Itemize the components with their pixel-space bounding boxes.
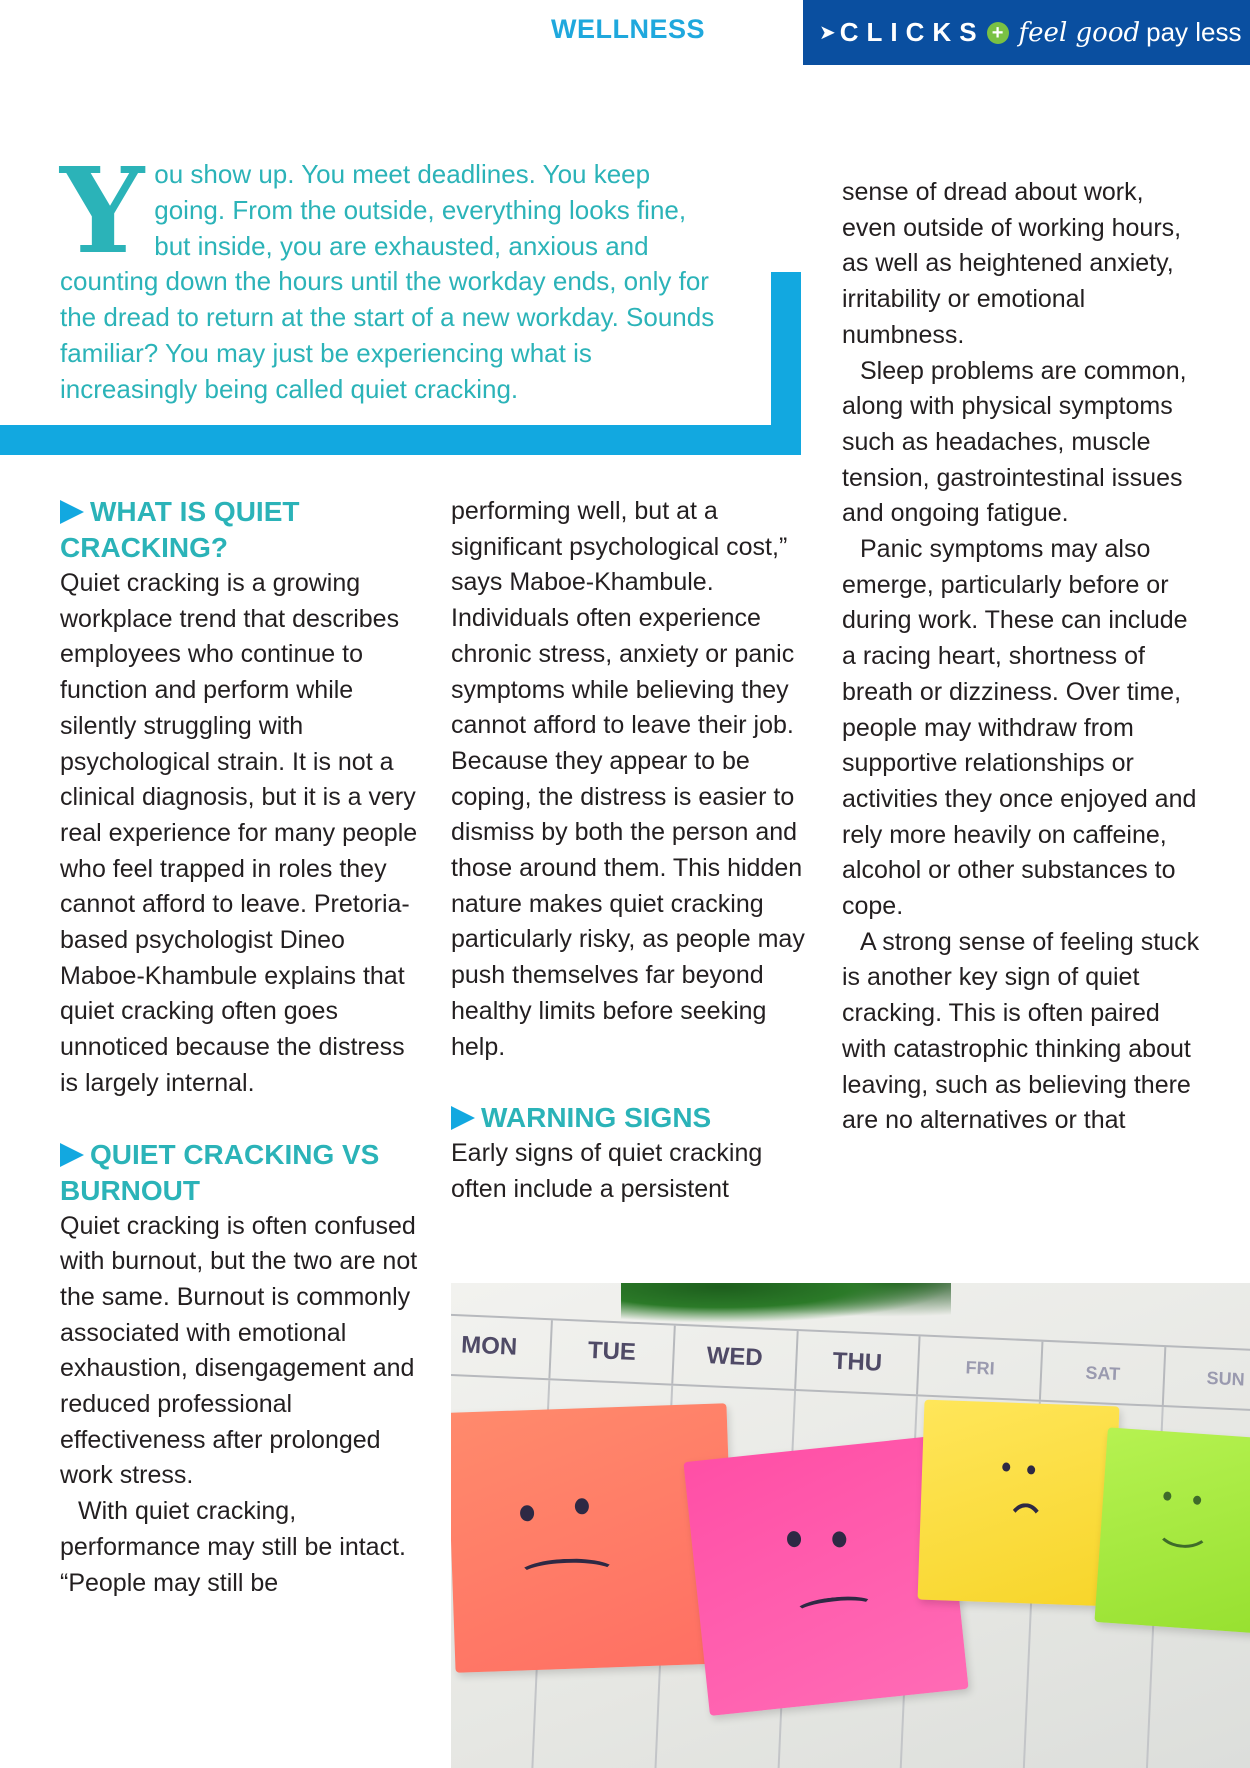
paragraph: Quiet cracking is often confused with burnout, but the two are not the same. Burnout is commonly associated with emotional exhaustion, disengagement and reduced professional effectiveness after prolonged work stress. [60, 1211, 418, 1490]
heading-vs-burnout [60, 1137, 420, 1209]
day-fri: FRI [918, 1336, 1043, 1399]
clicks-bird-icon: ➤ [819, 22, 836, 44]
day-thu: THU [796, 1331, 921, 1394]
paragraph: With quiet cracking, performance may still be intact. “People may still be [60, 1497, 406, 1597]
intro-paragraph [60, 141, 715, 408]
play-arrow-icon [60, 500, 84, 524]
play-arrow-icon [60, 1143, 84, 1167]
paragraph: Sleep problems are common, along with physical symptoms such as headaches, muscle tension, gastrointestinal issues and ongoing fatigue. [842, 356, 1187, 528]
paragraph: performing well, but at a significant psychological cost,” says Maboe-Khambule. Individuals often experience chronic stress, anxiety or panic symptoms while believing they cannot afford to leave their job. Because they appear to be coping, the distress is easier to dismiss by both the person and those around them. This hidden nature makes quiet cracking particularly risky, as people may push themselves far beyond healthy limits before seeking help. [451, 497, 805, 1061]
heading-text: QUIET CRACKING VS BURNOUT [60, 1138, 380, 1206]
column-3 [842, 175, 1202, 1139]
drop-cap: Y [60, 141, 145, 280]
day-tue: TUE [550, 1320, 675, 1383]
heading-text: WHAT IS QUIET CRACKING? [60, 496, 300, 563]
cross-icon: + [987, 22, 1009, 44]
heading-text: WARNING SIGNS [481, 1102, 712, 1134]
day-sun: SUN [1164, 1347, 1250, 1410]
paragraph: Quiet cracking is a growing workplace trend that describes employees who continue to function and perform while silently struggling with psychological strain. It is not a clinical diagnosis, but it is a very real experience for many people who feel trapped in roles they cannot afford to leave. Pretoria-based psychologist Dineo Maboe-Khambule explains that quiet cracking often goes unnoticed because the distress is largely internal. [60, 569, 418, 1097]
paragraph: Panic symptoms may also emerge, particularly before or during work. These can include a racing heart, shortness of breath or dizziness. Over time, people may withdraw from supportive relationships or activities they once enjoyed and rely more heavily on caffeine, alcohol or other substances to cope. [842, 535, 1197, 921]
happy-green-note [1094, 1427, 1250, 1633]
section-label: WELLNESS [551, 14, 706, 44]
column-1 [60, 494, 420, 1601]
column-2 [451, 494, 811, 1208]
paragraph: A strong sense of feeling stuck is another key sign of quiet cracking. This is often paired with catastrophic thinking about leaving, such as believing there are no alternatives or that [842, 927, 1200, 1135]
intro-text: ou show up. You meet deadlines. You keep going. From the outside, everything looks fine, but inside, you are exhausted, anxious and counting down the hours until the workday ends, only for the dread to return at the start of a new workday. Sounds familiar? You may just be experiencing what is increasingly being called quiet cracking. [60, 159, 715, 404]
clicks-brand-banner [803, 0, 1250, 65]
day-wed: WED [673, 1326, 798, 1389]
slogan-script: feel good [1018, 17, 1141, 48]
calendar-sticky-notes-photo [451, 1283, 1250, 1768]
play-arrow-icon [451, 1106, 475, 1130]
slogan-plain: pay less [1146, 17, 1242, 47]
day-sat: SAT [1041, 1342, 1166, 1405]
heading-what-is [60, 494, 420, 566]
brand-name: CLICKS [839, 17, 985, 47]
paragraph: sense of dread about work, even outside of working hours, as well as heightened anxiety, irritability or emotional numbness. [842, 178, 1182, 349]
intro-frame-horizontal [0, 425, 801, 455]
paragraph: Early signs of quiet cracking often include a persistent [451, 1139, 763, 1203]
sad-yellow-note [918, 1400, 1120, 1607]
heading-warning-signs [451, 1100, 811, 1136]
day-mon: MON [451, 1315, 553, 1378]
